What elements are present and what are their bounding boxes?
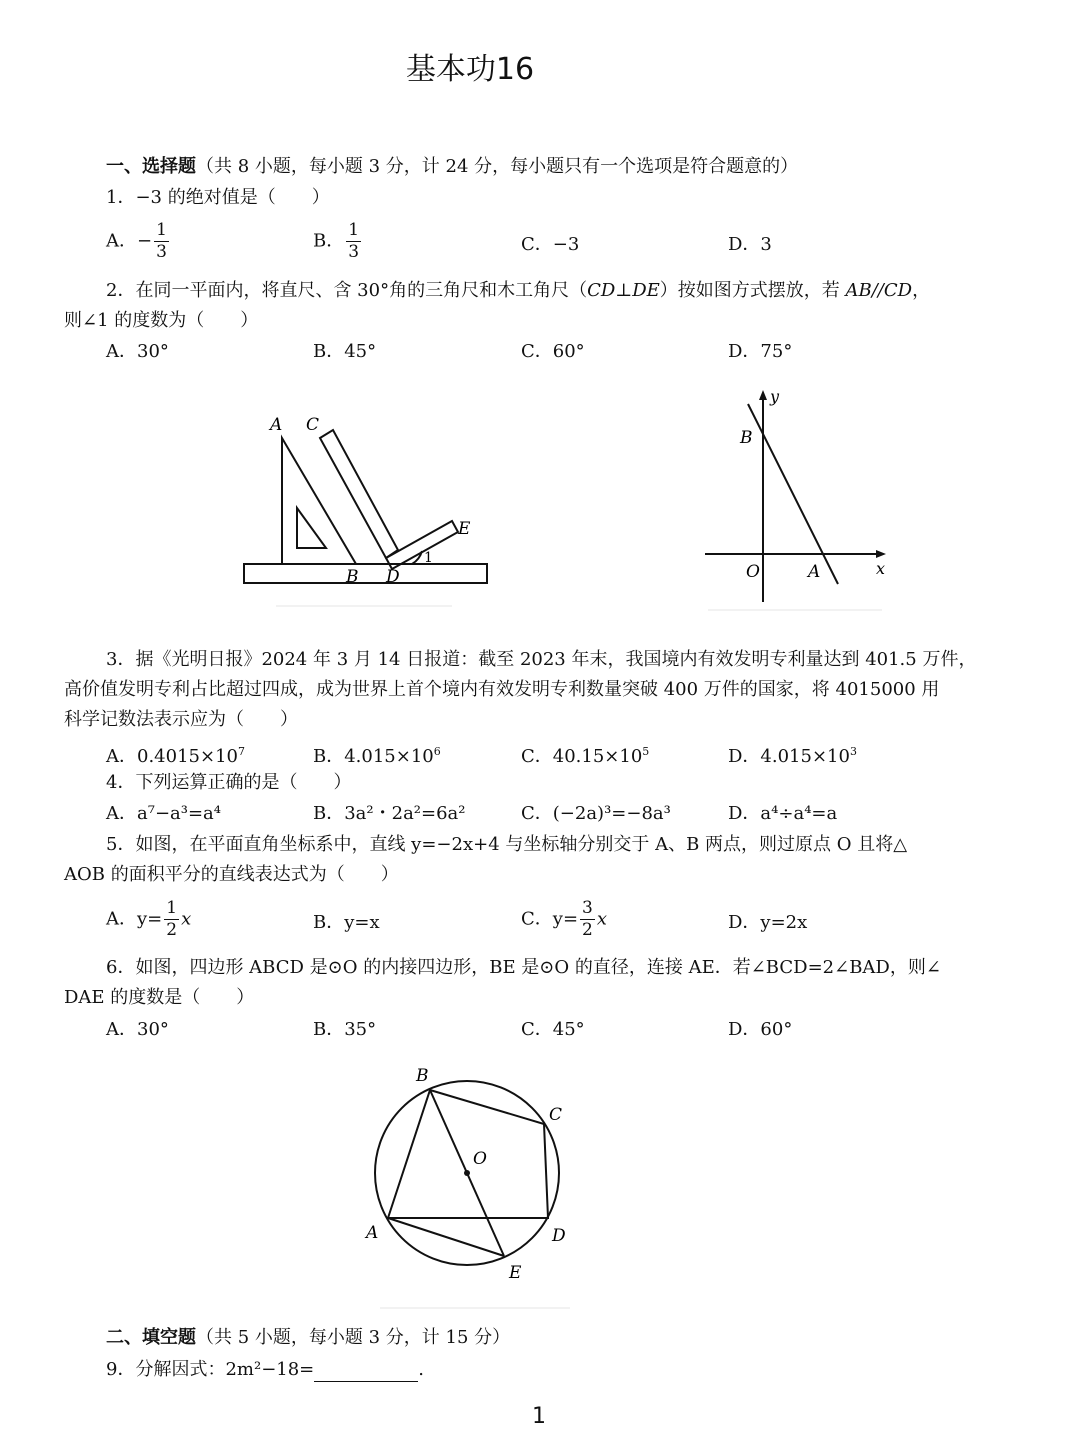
straight-ruler xyxy=(244,564,487,583)
fig3-label-D: D xyxy=(552,1226,566,1246)
q3-option-a xyxy=(106,740,245,769)
page-title: 基本功16 xyxy=(405,52,535,87)
q2-option-b: B．45° xyxy=(313,341,377,362)
q3-option-c xyxy=(521,740,649,769)
line-AB xyxy=(748,404,838,584)
q4-option-a: A．a⁷−a³=a⁴ xyxy=(106,803,222,824)
q2-option-a: A．30° xyxy=(106,341,169,362)
fig1-label-A: A xyxy=(270,415,283,435)
q6-option-d: D．60° xyxy=(728,1019,793,1040)
q1-option-a xyxy=(106,222,171,261)
figure-coordinate xyxy=(700,386,900,614)
quadrilateral-ABCD xyxy=(388,1090,548,1218)
q2-text-c: ）按如图方式摆放，若 xyxy=(659,280,846,301)
q3-a-exp: 7 xyxy=(237,745,245,758)
q9 xyxy=(106,1358,424,1382)
q4-option-c: C．(−2a)³=−8a³ xyxy=(521,803,671,824)
q3-line1: 3．据《光明日报》2024 年 3 月 14 日报道：截至 2023 年末，我国境内有效发明专利量达到 401.5 万件， xyxy=(106,649,977,670)
section1-header xyxy=(106,155,798,179)
fig1-label-D: D xyxy=(386,567,400,587)
q1-option-d: D．3 xyxy=(728,234,772,255)
fig3-label-A: A xyxy=(366,1223,379,1243)
q6-line2: DAE 的度数是（ ） xyxy=(64,987,255,1008)
q4-stem: 4．下列运算正确的是（ ） xyxy=(106,772,352,793)
section2-heading: 二、填空题 xyxy=(106,1327,196,1348)
x-axis-arrow xyxy=(876,550,886,558)
center-O xyxy=(464,1170,470,1176)
section1-heading: 一、选择题 xyxy=(106,156,196,177)
q1-a-label: A．− xyxy=(106,230,153,252)
q1-b-label: B． xyxy=(313,230,345,252)
q5-option-b: B．y=x xyxy=(313,912,380,933)
fig3-label-E: E xyxy=(509,1263,522,1283)
q3-d-exp: 3 xyxy=(849,745,857,758)
q3-b-exp: 6 xyxy=(433,745,441,758)
fig1-label-E: E xyxy=(458,519,471,539)
fig2-label-O: O xyxy=(746,562,760,582)
q1-a-fraction xyxy=(154,222,169,261)
q6-option-c: C．45° xyxy=(521,1019,585,1040)
q6-option-b: B．35° xyxy=(313,1019,377,1040)
q3-option-b xyxy=(313,740,441,769)
q5-option-a xyxy=(106,900,191,939)
q3-c-exp: 5 xyxy=(642,745,650,758)
q5-c-post: x xyxy=(596,908,608,930)
q3-line3: 科学记数法表示应为（ ） xyxy=(64,709,298,730)
fig3-label-C: C xyxy=(549,1105,563,1125)
q1-b-num: 1 xyxy=(348,220,360,240)
q4-option-b: B．3a²・2a²=6a² xyxy=(313,803,466,824)
q2-option-c: C．60° xyxy=(521,341,585,362)
fig1-label-B: B xyxy=(346,567,359,587)
q5-a-den: 2 xyxy=(166,920,178,940)
section2-header xyxy=(106,1326,510,1350)
q2-text-a: 2．在同一平面内，将直尺、含 30°角的三角尺和木工角尺（ xyxy=(106,280,588,301)
fig1-label-1: 1 xyxy=(424,550,433,566)
q5-a-post: x xyxy=(181,908,192,930)
q5-a-pre: A．y= xyxy=(106,908,163,930)
fig3-label-O: O xyxy=(473,1149,487,1169)
q6-option-a: A．30° xyxy=(106,1019,169,1040)
q3-option-d xyxy=(728,740,857,769)
q1-a-den: 3 xyxy=(156,242,167,262)
q3-a-base: A．0.4015×10 xyxy=(106,746,238,767)
q2-text-e: ， xyxy=(912,280,931,301)
q1-b-den: 3 xyxy=(348,242,360,262)
q2-option-d: D．75° xyxy=(728,341,793,362)
q9-stem: 9．分解因式：2m²−18= xyxy=(106,1359,315,1380)
fig3-label-B: B xyxy=(416,1066,429,1086)
q2-text-b: CD⊥DE xyxy=(587,280,660,301)
fig2-label-x: x xyxy=(876,559,886,578)
figure-rulers xyxy=(236,408,496,628)
q3-d-base: D．4.015×10 xyxy=(728,746,850,767)
q5-line1: 5．如图，在平面直角坐标系中，直线 y=−2x+4 与坐标轴分别交于 A、B 两点，则过原点 O 且将△ xyxy=(106,834,908,855)
fig2-label-B: B xyxy=(740,428,753,448)
q6-line1: 6．如图，四边形 ABCD 是⊙O 的内接四边形，BE 是⊙O 的直径，连接 AE．若∠BCD=2∠BAD，则∠ xyxy=(106,957,941,978)
q5-option-c xyxy=(521,900,607,939)
triangle-ruler xyxy=(282,438,356,564)
q5-c-fraction xyxy=(580,900,595,939)
q5-option-d: D．y=2x xyxy=(728,912,808,933)
q5-c-num: 3 xyxy=(582,898,593,918)
q5-a-num: 1 xyxy=(166,898,178,918)
q2-line2: 则∠1 的度数为（ ） xyxy=(64,310,259,331)
triangle-inner xyxy=(297,508,326,548)
carpenter-square-short xyxy=(386,521,458,569)
q2-text-d: AB//CD xyxy=(845,280,913,301)
q5-line2: AOB 的面积平分的直线表达式为（ ） xyxy=(64,864,399,885)
q1-b-fraction xyxy=(346,222,361,261)
q2-line1 xyxy=(106,279,930,303)
q9-answer-blank xyxy=(314,1363,418,1382)
q5-a-fraction xyxy=(164,900,179,939)
fig2-label-y: y xyxy=(770,387,780,406)
q3-line2: 高价值发明专利占比超过四成，成为世界上首个境内有效发明专利数量突破 400 万件的国家，将 4015000 用 xyxy=(64,679,940,700)
y-axis-arrow xyxy=(759,390,767,400)
fig2-label-A: A xyxy=(808,562,821,582)
q3-c-base: C．40.15×10 xyxy=(521,746,643,767)
q1-option-c: C．−3 xyxy=(521,234,580,255)
figure-circle xyxy=(356,1060,586,1310)
page-number: 1 xyxy=(532,1404,546,1429)
q3-b-base: B．4.015×10 xyxy=(313,746,434,767)
q1-a-num: 1 xyxy=(156,220,167,240)
q4-option-d: D．a⁴÷a⁴=a xyxy=(728,803,838,824)
section1-note: （共 8 小题，每小题 3 分，计 24 分，每小题只有一个选项是符合题意的） xyxy=(196,156,799,177)
q5-c-den: 2 xyxy=(582,920,593,940)
segment-AE xyxy=(388,1218,504,1256)
q1-option-b xyxy=(313,222,363,261)
section2-note: （共 5 小题，每小题 3 分，计 15 分） xyxy=(196,1327,511,1348)
q9-end: . xyxy=(418,1359,424,1380)
q1-stem: 1．−3 的绝对值是（ ） xyxy=(106,187,330,208)
carpenter-square-long xyxy=(320,430,398,558)
fig1-label-C: C xyxy=(306,415,320,435)
q5-c-pre: C．y= xyxy=(521,908,579,930)
